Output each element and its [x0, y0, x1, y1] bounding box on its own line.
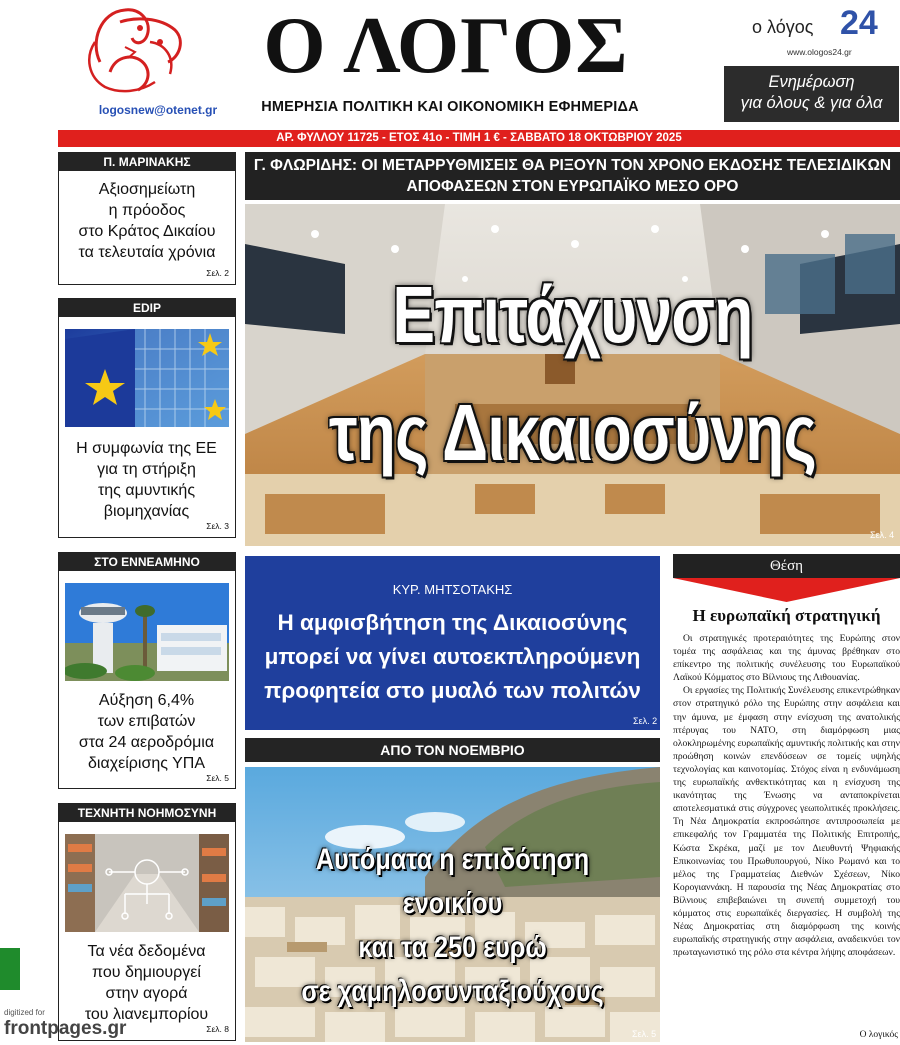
lead-story-headline[interactable]	[245, 152, 900, 200]
text-line: για τη στήριξη	[97, 461, 196, 478]
sidebar-story[interactable]	[58, 152, 236, 285]
sidebar-story-head: ΣΤΟ ΕΝΝΕΑΜΗΝΟ	[59, 553, 235, 571]
story-headline	[245, 606, 660, 708]
text-line: στην αγορά	[105, 985, 188, 1002]
rent-story-headline[interactable]	[278, 838, 627, 1014]
tagline-line: για όλους & για όλα	[740, 94, 883, 112]
text-line: Αξιοσημείωτη	[98, 181, 196, 198]
sidebar-story-text	[59, 941, 234, 1025]
text-line: η πρόοδος	[108, 202, 186, 219]
eu-flag-photo	[65, 329, 229, 427]
opinion-paragraph: Οι εργασίες της Πολιτικής Συνέλευσης επικεντρώθηκαν στον στρατηγικό ρόλο της Ευρώπης στην ασφάλεια και την άμυνα, με έμφαση στην ενίσχυση της ανατολικής πτέρυγας του ΝΑΤΟ, στη διαμόρφωση μιας ολοκληρωμένης ευρωπαϊκής αμυντικής πολιτικής και στην προώθηση κοινών επενδύσεων σε τομείς υψηλής τεχνολογίας και καινοτομίας. Στόχος είναι η ενδυνάμωση της ευρωπαϊκής ανθεκτικότητας και η ενίσχυση της ικανότητας της Ένωσης να ανταποκρίνεται αποτελεσματικά στις σύγχρονες γεωπολιτικές προκλήσεις. Τη Νέα Δημοκρατία εκπροσώπησε αντιπροσωπεία με επικεφαλής τον Γραμματέα της Πολιτικής Επιτροπής, Κώστα Σκρέκα, μαζί με τον Διευθυντή Ψηφιακής Επικοινωνίας του Πρωθυπουργού, Νίκο Ρωμανό και το μέλος της Γραμματείας Διεθνών Σχέσεων, Νίκο Κορογιαννάκη. Η παρουσία της Νέας Δημοκρατίας στο Βίλνιους επιβεβαιώνει τη συνεπή συμμετοχή του κόμματος στις ευρωπαϊκές διεργασίες. Η συμβολή της Νέας Δημοκρατίας στη διαμόρφωση της κοινής ευρωπαϊκής στρατηγικής στην ασφάλεια, αναδεικνύει τον πρωταγωνιστικό της ρόλο στα κέντρα λήψης αποφάσεων.	[673, 685, 900, 959]
text-line: στο Κράτος Δικαίου	[78, 223, 216, 240]
text-line: Αύξηση 6,4%	[98, 692, 195, 709]
lead-story-title[interactable]	[311, 256, 835, 492]
sidebar-story[interactable]	[58, 298, 236, 538]
tagline-line: Ενημέρωση	[768, 73, 855, 91]
page-ref: Σελ. 4	[870, 530, 895, 540]
text-line: στα 24 αεροδρόμια	[78, 734, 215, 751]
newspaper-title: Ο ΛΟΓΟΣ	[263, 2, 629, 90]
page-ref: Σελ. 3	[206, 521, 229, 531]
sidebar-story-text	[59, 690, 234, 774]
issue-bar: ΑΡ. ΦΥΛΛΟΥ 11725 - ΕΤΟΣ 41ο - ΤΙΜΗ 1 € - ΣΑΒΒΑΤΟ 18 ΟΚΤΩΒΡΙΟΥ 2025	[58, 130, 900, 147]
logo-illustration-icon	[80, 2, 192, 96]
opinion-label: Θέση	[673, 554, 900, 578]
site-logo-name: ο λόγος	[752, 17, 814, 37]
sidebar-story[interactable]	[58, 552, 236, 789]
tagline-box	[724, 66, 899, 122]
opinion-divider-icon	[673, 578, 900, 602]
text-line: των επιβατών	[97, 713, 196, 730]
sidebar-story-text	[59, 179, 235, 263]
page-ref: Σελ. 8	[206, 1024, 229, 1034]
headline-line: και τα 250 ευρώ	[358, 931, 547, 964]
title-line: Επιτάχυνση	[392, 270, 753, 359]
page-ref: Σελ. 2	[633, 716, 658, 726]
sidebar-story-head: EDIP	[59, 299, 235, 317]
secondary-story[interactable]	[245, 556, 660, 730]
text-line: Τα νέα δεδομένα	[87, 943, 206, 960]
watermark-site[interactable]: frontpages.gr	[4, 1018, 127, 1039]
page-ref: Σελ. 2	[206, 268, 229, 278]
watermark-caption: digitized for	[4, 1008, 45, 1017]
rent-story-kicker: ΑΠΟ ΤΟΝ ΝΟΕΜΒΡΙΟ	[245, 738, 660, 762]
green-tab	[0, 948, 20, 990]
opinion-signature: Ο λογικός	[859, 1030, 898, 1040]
headline-line: Η αμφισβήτηση της Δικαιοσύνης	[277, 610, 628, 635]
sidebar-story-head: ΤΕΧΝΗΤΗ ΝΟΗΜΟΣΥΝΗ	[59, 804, 235, 822]
ai-retail-photo	[65, 834, 229, 932]
text-line: της αμυντικής	[97, 482, 196, 499]
sidebar-story-head: Π. ΜΑΡΙΝΑΚΗΣ	[59, 153, 235, 171]
headline-line: σε χαμηλοσυνταξιούχους	[301, 975, 604, 1008]
opinion-paragraph: Οι στρατηγικές προτεραιότητες της Ευρώπης στον τομέα της ασφάλειας και της άμυνας βρέθηκαν στο επίκεντρο της πολιτικής συνέλευσης του Ευρωπαϊκού Λαϊκού Κόμματος στο Βίλνιους της Λιθουανίας.	[673, 633, 900, 684]
page-ref: Σελ. 5	[632, 1029, 657, 1039]
sidebar-story-text	[59, 438, 234, 522]
headline-line: προφητεία στο μυαλό των πολιτών	[264, 678, 641, 703]
text-line: βιομηχανίας	[103, 503, 190, 520]
text-line: του λιανεμπορίου	[84, 1006, 209, 1023]
text-line: που δημιουργεί	[92, 964, 201, 981]
site-url[interactable]: www.ologos24.gr	[787, 47, 852, 57]
headline-line: Αυτόματα η επιδότηση ενοικίου	[315, 843, 590, 920]
title-line: της Δικαιοσύνης	[329, 388, 816, 477]
story-kicker: ΚΥΡ. ΜΗΤΣΟΤΑΚΗΣ	[392, 582, 513, 597]
opinion-title[interactable]: Η ευρωπαϊκή στρατηγική	[692, 606, 881, 625]
contact-email[interactable]: logosnew@otenet.gr	[98, 103, 218, 117]
headline-line: Γ. ΦΛΩΡΙΔΗΣ: ΟΙ ΜΕΤΑΡΡΥΘΜΙΣΕΙΣ ΘΑ ΡΙΞΟΥΝ ΤΟΝ ΧΡΟΝΟ ΕΚΔΟΣΗΣ ΤΕΛΕΣΙΔΙΚΩΝ	[253, 157, 892, 174]
airport-tower-photo	[65, 583, 229, 681]
site-logo-number: 24	[840, 4, 878, 42]
sidebar-story[interactable]	[58, 803, 236, 1041]
text-line: διαχείρισης ΥΠΑ	[88, 755, 205, 772]
text-line: Η συμφωνία της ΕΕ	[76, 440, 217, 457]
page-ref: Σελ. 5	[206, 773, 229, 783]
text-line: τα τελευταία χρόνια	[78, 244, 216, 261]
newspaper-subtitle: ΗΜΕΡΗΣΙΑ ΠΟΛΙΤΙΚΗ ΚΑΙ ΟΙΚΟΝΟΜΙΚΗ ΕΦΗΜΕΡΙΔΑ	[261, 99, 639, 115]
opinion-body	[673, 632, 900, 959]
headline-line: μπορεί να γίνει αυτοεκπληρούμενη	[264, 644, 641, 669]
headline-line: ΑΠΟΦΑΣΕΩΝ ΣΤΟΝ ΕΥΡΩΠΑΪΚΟ ΜΕΣΟ ΟΡΟ	[406, 178, 739, 195]
